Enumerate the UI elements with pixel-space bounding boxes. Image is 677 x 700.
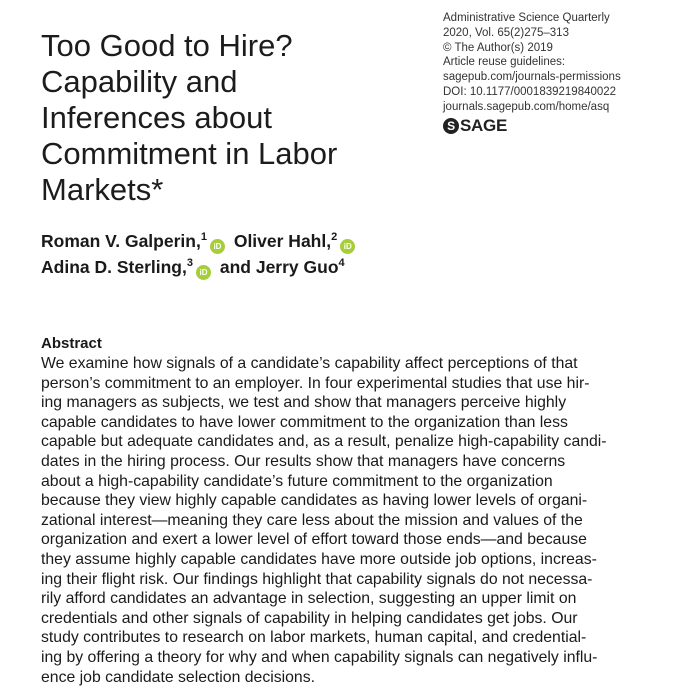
- author-affiliation: 2: [331, 231, 338, 243]
- abstract-line: about a high-capability candidate’s future commitment to the organization: [41, 472, 553, 490]
- journal-homepage-link[interactable]: journals.sagepub.com/home/asq: [443, 100, 610, 113]
- author-line: [41, 228, 461, 254]
- permissions-link[interactable]: sagepub.com/journals-permissions: [443, 71, 621, 84]
- abstract-line: organization and exert a lower level of effort toward those ends—and because: [41, 531, 587, 549]
- abstract-line: capable candidates to have lower commitment to the organization than less: [41, 413, 568, 431]
- orcid-icon[interactable]: iD: [196, 265, 211, 280]
- abstract-line: ence job candidate selection decisions.: [41, 668, 315, 686]
- title-line: Commitment in Labor: [41, 136, 338, 171]
- title-line: Too Good to Hire?: [41, 28, 293, 63]
- journal-metadata: [443, 11, 675, 115]
- author-name: and Jerry Guo: [219, 257, 339, 277]
- author-line: [41, 254, 461, 280]
- abstract-line: We examine how signals of a candidate’s capability affect perceptions of that: [41, 355, 578, 372]
- orcid-icon[interactable]: iD: [210, 239, 225, 254]
- author-list: [41, 228, 461, 280]
- abstract-line: capable but adequate candidates and, as a result, penalize high-capability candi-: [41, 433, 607, 451]
- title-line: Capability and: [41, 64, 238, 99]
- orcid-icon[interactable]: iD: [340, 239, 355, 254]
- abstract-line: credentials and other signals of capability in helping candidates get jobs. Our: [41, 609, 578, 627]
- reuse-label: Article reuse guidelines:: [443, 56, 566, 69]
- abstract-body: [41, 354, 671, 687]
- journal-volume: 2020, Vol. 65(2)275–313: [443, 26, 569, 39]
- abstract-line: study contributes to research on labor markets, human capital, and credential-: [41, 629, 587, 647]
- abstract-line: ing their flight risk. Our findings highlight that capability signals do not necessa-: [41, 570, 593, 588]
- abstract-line: zational interest—meaning they care less about the mission and values of the: [41, 511, 583, 529]
- author-name: Roman V. Galperin,: [41, 231, 201, 251]
- journal-name: Administrative Science Quarterly: [443, 12, 610, 24]
- abstract-line: they assume highly capable candidates have more outside job options, increas-: [41, 550, 597, 568]
- author-affiliation: 1: [200, 231, 207, 243]
- title-line: Inferences about: [41, 100, 272, 135]
- sage-logo-text: SAGE: [460, 116, 507, 135]
- abstract-line: ing managers as subjects, we test and show that managers perceive highly: [41, 394, 567, 412]
- author-affiliation: 4: [338, 257, 345, 269]
- sage-logo: [443, 116, 507, 136]
- author-name: Adina D. Sterling,: [41, 257, 187, 277]
- abstract-line: rily afford candidates an advantage in selection, suggesting an upper limit on: [41, 590, 577, 608]
- abstract-heading: Abstract: [41, 335, 102, 352]
- sage-logo-icon: S: [443, 118, 459, 134]
- abstract-line: dates in the hiring process. Our results show that managers have concerns: [41, 452, 566, 470]
- abstract-line: person’s commitment to an employer. In four experimental studies that use hir-: [41, 374, 590, 392]
- doi[interactable]: DOI: 10.1177/0001839219840022: [443, 85, 617, 98]
- title-line: Markets*: [41, 172, 164, 207]
- copyright: © The Author(s) 2019: [443, 41, 553, 54]
- author-affiliation: 3: [186, 257, 193, 269]
- abstract-line: ing by offering a theory for why and when capability signals can negatively influ-: [41, 648, 598, 666]
- article-title: [41, 28, 411, 208]
- abstract-line: because they view highly capable candidates as having lower levels of organi-: [41, 492, 588, 510]
- author-name: Oliver Hahl,: [233, 231, 332, 251]
